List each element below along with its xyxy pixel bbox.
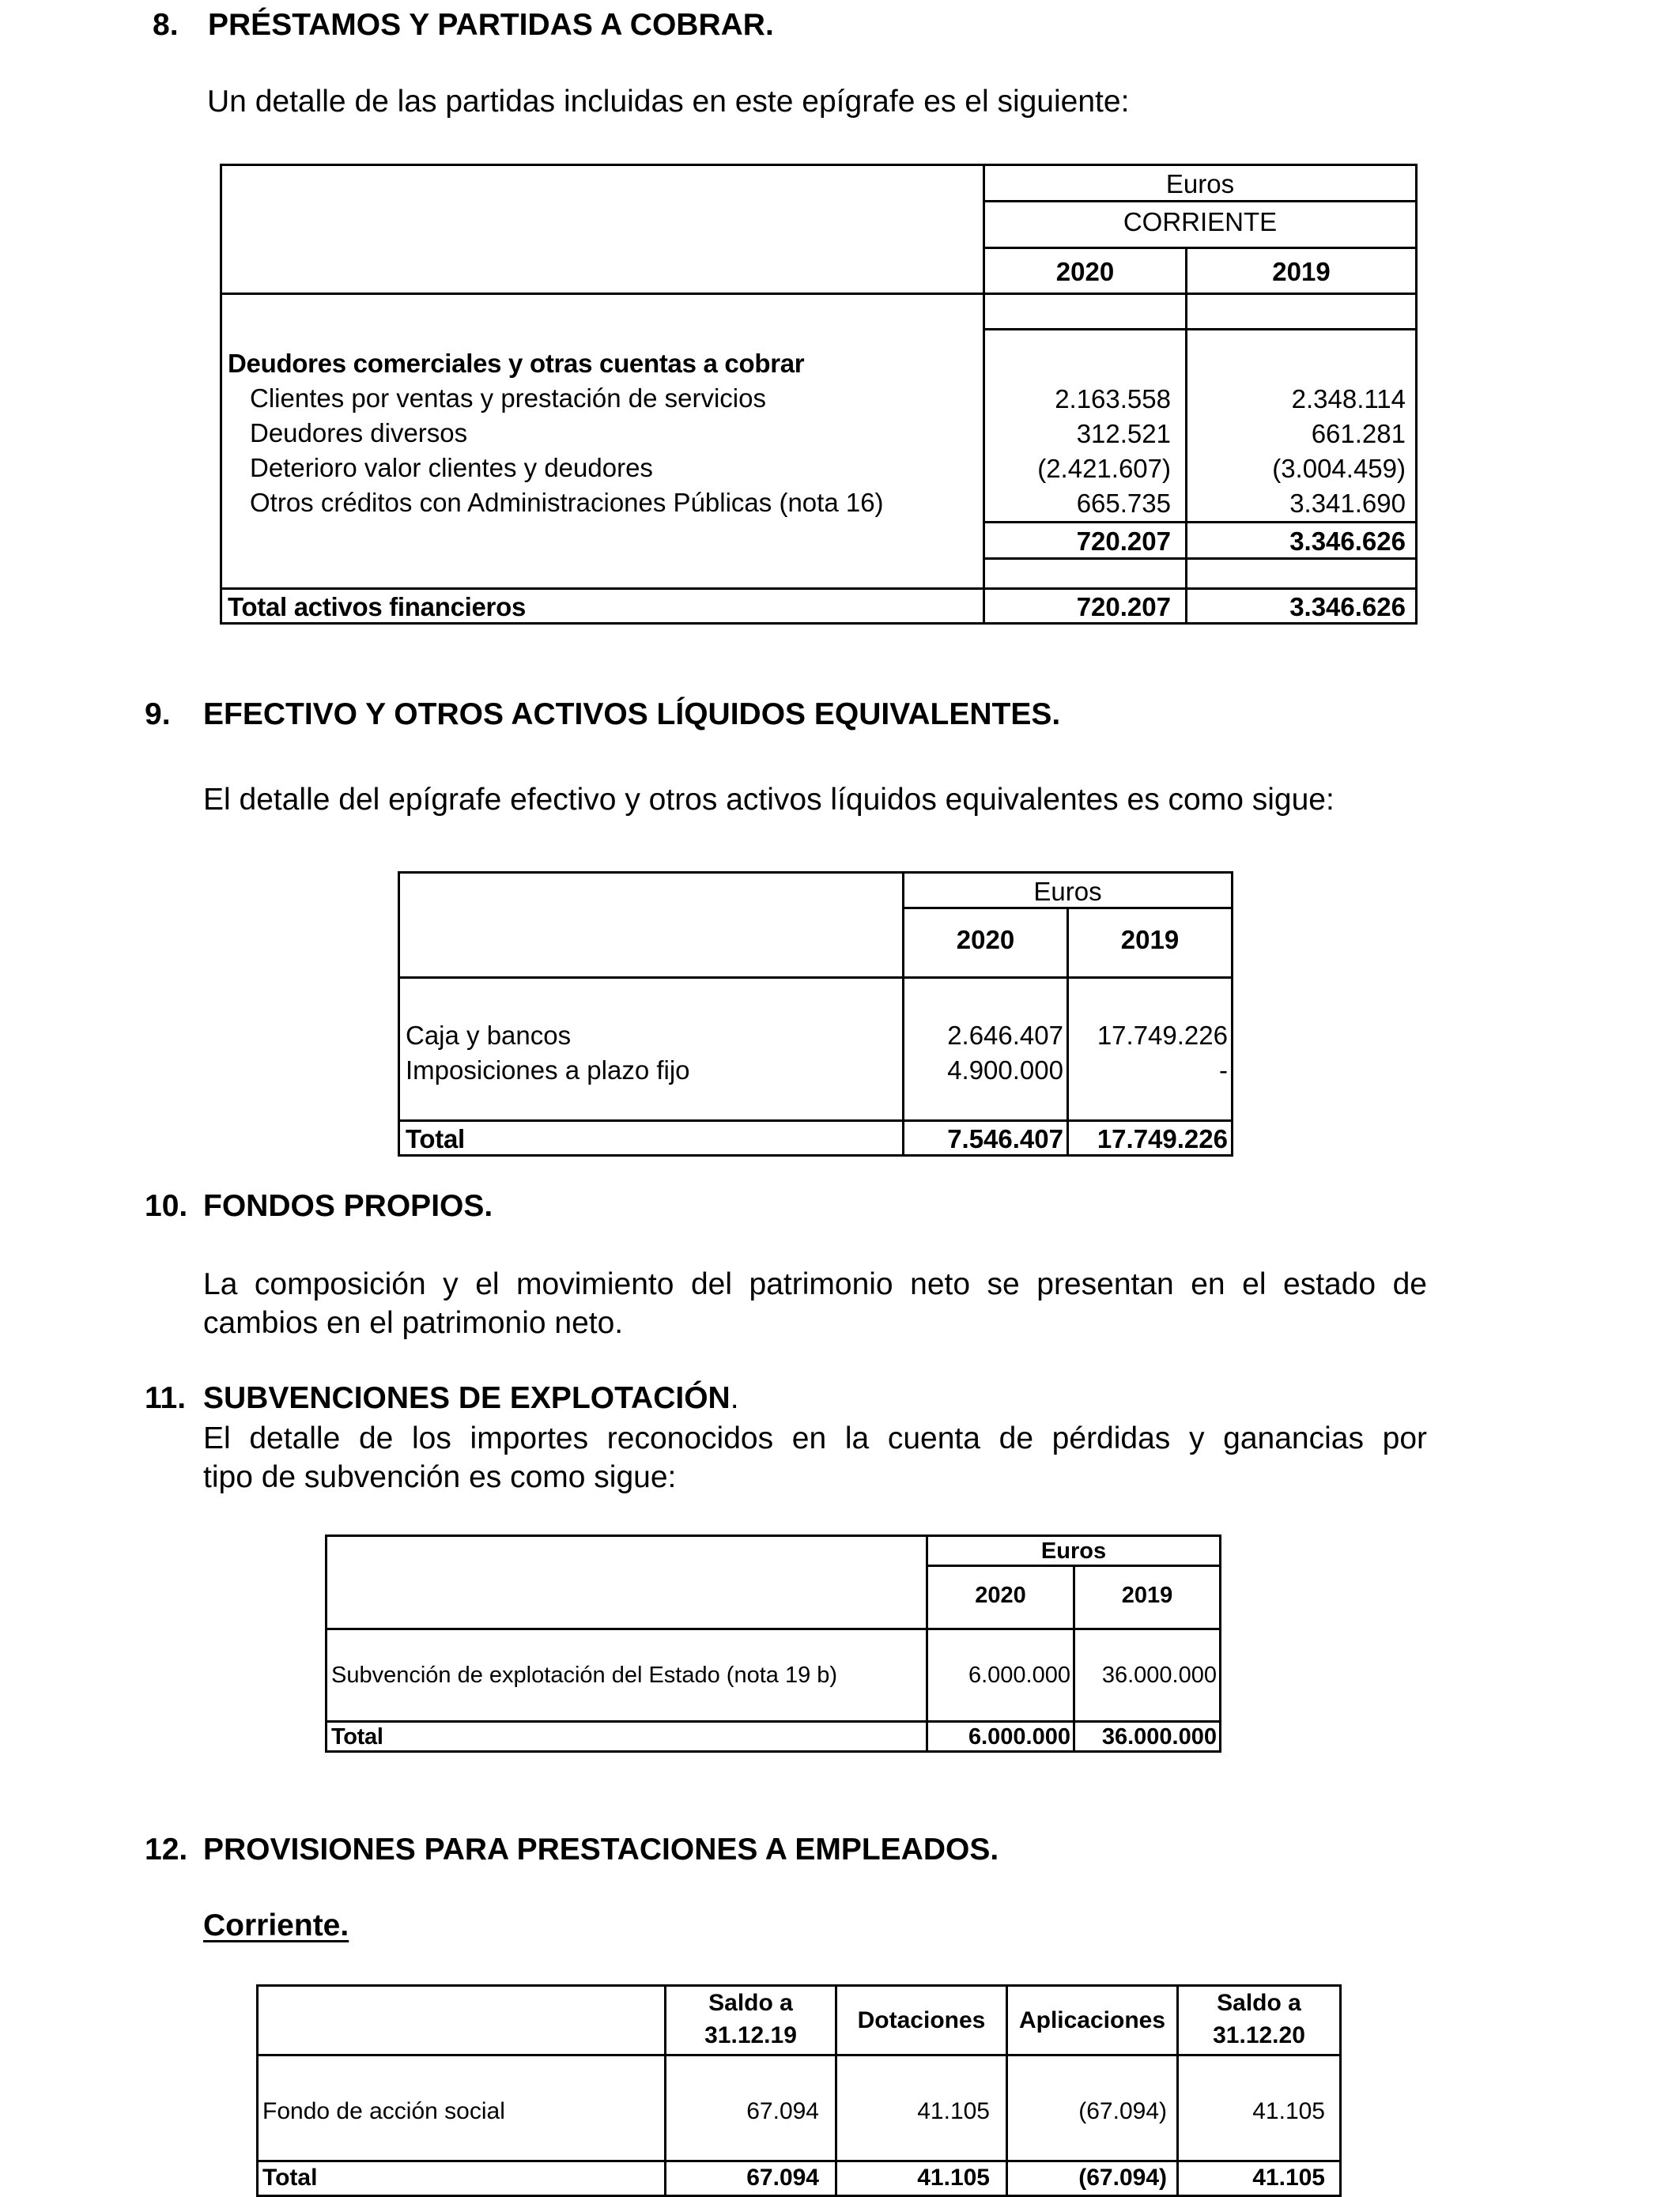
col-2020-header: 2020: [904, 908, 1068, 978]
values-2020-cell: [984, 330, 1187, 523]
section-11-title: SUBVENCIONES DE EXPLOTACIÓN: [203, 1381, 731, 1415]
col-dotaciones-header: Dotaciones: [836, 1986, 1007, 2055]
values-2019-cell: [1068, 978, 1233, 1121]
section-11-text-line: El detalle de los importes reconocidos en la cuenta de pérdidas y ganancias por: [203, 1421, 1427, 1455]
value-2020: 2.646.407: [947, 1021, 1063, 1050]
cash-labels-cell: [399, 978, 904, 1121]
loans-receivables-table: [220, 164, 1418, 625]
section-9-intro: El detalle del epígrafe efectivo y otros activos líquidos equivalentes es como sigue:: [203, 783, 1335, 817]
grant-row-2019: 36.000.000: [1074, 1629, 1221, 1722]
currency-header: Euros: [927, 1536, 1221, 1566]
provision-row-aplicaciones: (67.094): [1007, 2055, 1178, 2161]
total-label: Total: [258, 2161, 666, 2196]
header-line: 31.12.19: [704, 2022, 797, 2048]
row-label-deudores: Deudores diversos: [250, 418, 468, 447]
section-9-number: 9.: [145, 697, 171, 731]
section-8-heading: [153, 8, 774, 43]
receivables-labels-cell: [221, 294, 984, 589]
total-2020: 7.546.407: [904, 1121, 1068, 1156]
spacer-cell: [984, 559, 1187, 589]
value-2019: 17.749.226: [1097, 1021, 1228, 1050]
provision-row-saldo-final: 41.105: [1178, 2055, 1341, 2161]
total-label: Total: [399, 1121, 904, 1156]
col-2019-header: 2019: [1068, 908, 1233, 978]
col-2019-header: 2019: [1187, 248, 1417, 294]
total-2019: 3.346.626: [1187, 589, 1417, 624]
subtotal-2020: 720.207: [984, 523, 1187, 559]
subtotal-2019: 3.346.626: [1187, 523, 1417, 559]
section-10-heading: [145, 1189, 493, 1224]
value-2020: 312.521: [1076, 419, 1171, 448]
provision-row-saldo-inicial: 67.094: [666, 2055, 836, 2161]
table-header-blank: [399, 873, 904, 978]
header-line: 31.12.20: [1213, 2022, 1305, 2048]
header-line: Saldo a: [1217, 1990, 1301, 2016]
value-2019: (3.004.459): [1272, 454, 1406, 483]
values-2019-cell: [1187, 330, 1417, 523]
section-12-number: 12.: [145, 1833, 188, 1867]
provision-row-dotaciones: 41.105: [836, 2055, 1007, 2161]
col-2019-header: 2019: [1074, 1566, 1221, 1629]
cash-equivalents-table: [398, 871, 1233, 1157]
section-8-number: 8.: [153, 8, 179, 42]
row-label-otros: Otros créditos con Administraciones Públicas (nota 16): [250, 488, 884, 517]
values-2020-cell: [904, 978, 1068, 1121]
table-header-blank: [327, 1536, 927, 1629]
section-9-title: EFECTIVO Y OTROS ACTIVOS LÍQUIDOS EQUIVALENTES.: [203, 697, 1061, 731]
col-aplicaciones-header: Aplicaciones: [1007, 1986, 1178, 2055]
row-label-deterioro: Deterioro valor clientes y deudores: [250, 453, 653, 482]
value-2020: 665.735: [1076, 489, 1171, 518]
total-2019: 36.000.000: [1074, 1722, 1221, 1752]
corriente-header: CORRIENTE: [984, 202, 1417, 248]
spacer-cell: [1187, 294, 1417, 330]
total-2020: 6.000.000: [927, 1722, 1074, 1752]
table-header-blank: [258, 1986, 666, 2055]
operating-grants-table: [325, 1535, 1221, 1753]
currency-header: Euros: [984, 165, 1417, 202]
value-2019: 3.341.690: [1289, 489, 1406, 518]
col-2020-header: 2020: [927, 1566, 1074, 1629]
section-8-title: PRÉSTAMOS Y PARTIDAS A COBRAR.: [208, 8, 774, 42]
section-10-title: FONDOS PROPIOS.: [203, 1189, 493, 1223]
row-label-clientes: Clientes por ventas y prestación de servicios: [250, 383, 766, 413]
section-11-heading: [145, 1381, 739, 1416]
value-2020: 2.163.558: [1055, 384, 1171, 413]
total-saldo-final: 41.105: [1178, 2161, 1341, 2196]
section-9-heading: [145, 697, 1060, 732]
total-label: Total activos financieros: [221, 589, 984, 624]
provision-row-label: Fondo de acción social: [258, 2055, 666, 2161]
section-12-heading: [145, 1833, 999, 1867]
table-header-blank: [221, 165, 984, 294]
value-2020: (2.421.607): [1037, 454, 1171, 483]
grant-row-2020: 6.000.000: [927, 1629, 1074, 1722]
section-11-text: [203, 1419, 1427, 1497]
total-saldo-inicial: 67.094: [666, 2161, 836, 2196]
section-12-title: PROVISIONES PARA PRESTACIONES A EMPLEADOS.: [203, 1833, 999, 1867]
total-2020: 720.207: [984, 589, 1187, 624]
section-11-number: 11.: [145, 1381, 187, 1415]
spacer-cell: [1187, 559, 1417, 589]
value-2019: 2.348.114: [1291, 384, 1406, 413]
section-10-number: 10.: [145, 1189, 188, 1223]
currency-header: Euros: [904, 873, 1233, 908]
section-11-text-line: tipo de subvención es como sigue:: [203, 1460, 677, 1494]
section-8-intro: Un detalle de las partidas incluidas en este epígrafe es el siguiente:: [207, 85, 1130, 119]
section-10-text: [203, 1265, 1427, 1342]
section-11-title-suffix: .: [730, 1381, 739, 1415]
value-2019: 661.281: [1311, 419, 1406, 448]
col-saldo-final-header: [1178, 1986, 1341, 2055]
value-2020: 4.900.000: [947, 1055, 1063, 1085]
header-line: Saldo a: [708, 1990, 793, 2016]
col-saldo-inicial-header: [666, 1986, 836, 2055]
section-10-text-line: cambios en el patrimonio neto.: [203, 1306, 624, 1340]
section-10-text-line: La composición y el movimiento del patrimonio neto se presentan en el estado de: [203, 1267, 1427, 1301]
group-label: Deudores comerciales y otras cuentas a cobrar: [228, 349, 805, 378]
section-12-subtitle: Corriente.: [203, 1908, 349, 1942]
row-label-caja: Caja y bancos: [406, 1021, 572, 1050]
total-aplicaciones: (67.094): [1007, 2161, 1178, 2196]
spacer-cell: [984, 294, 1187, 330]
row-label-imposiciones: Imposiciones a plazo fijo: [406, 1055, 690, 1085]
grant-row-label: Subvención de explotación del Estado (nota 19 b): [327, 1629, 927, 1722]
employee-provisions-table: [256, 1984, 1342, 2197]
total-dotaciones: 41.105: [836, 2161, 1007, 2196]
total-label: Total: [327, 1722, 927, 1752]
value-2019: -: [1219, 1055, 1228, 1085]
col-2020-header: 2020: [984, 248, 1187, 294]
total-2019: 17.749.226: [1068, 1121, 1233, 1156]
